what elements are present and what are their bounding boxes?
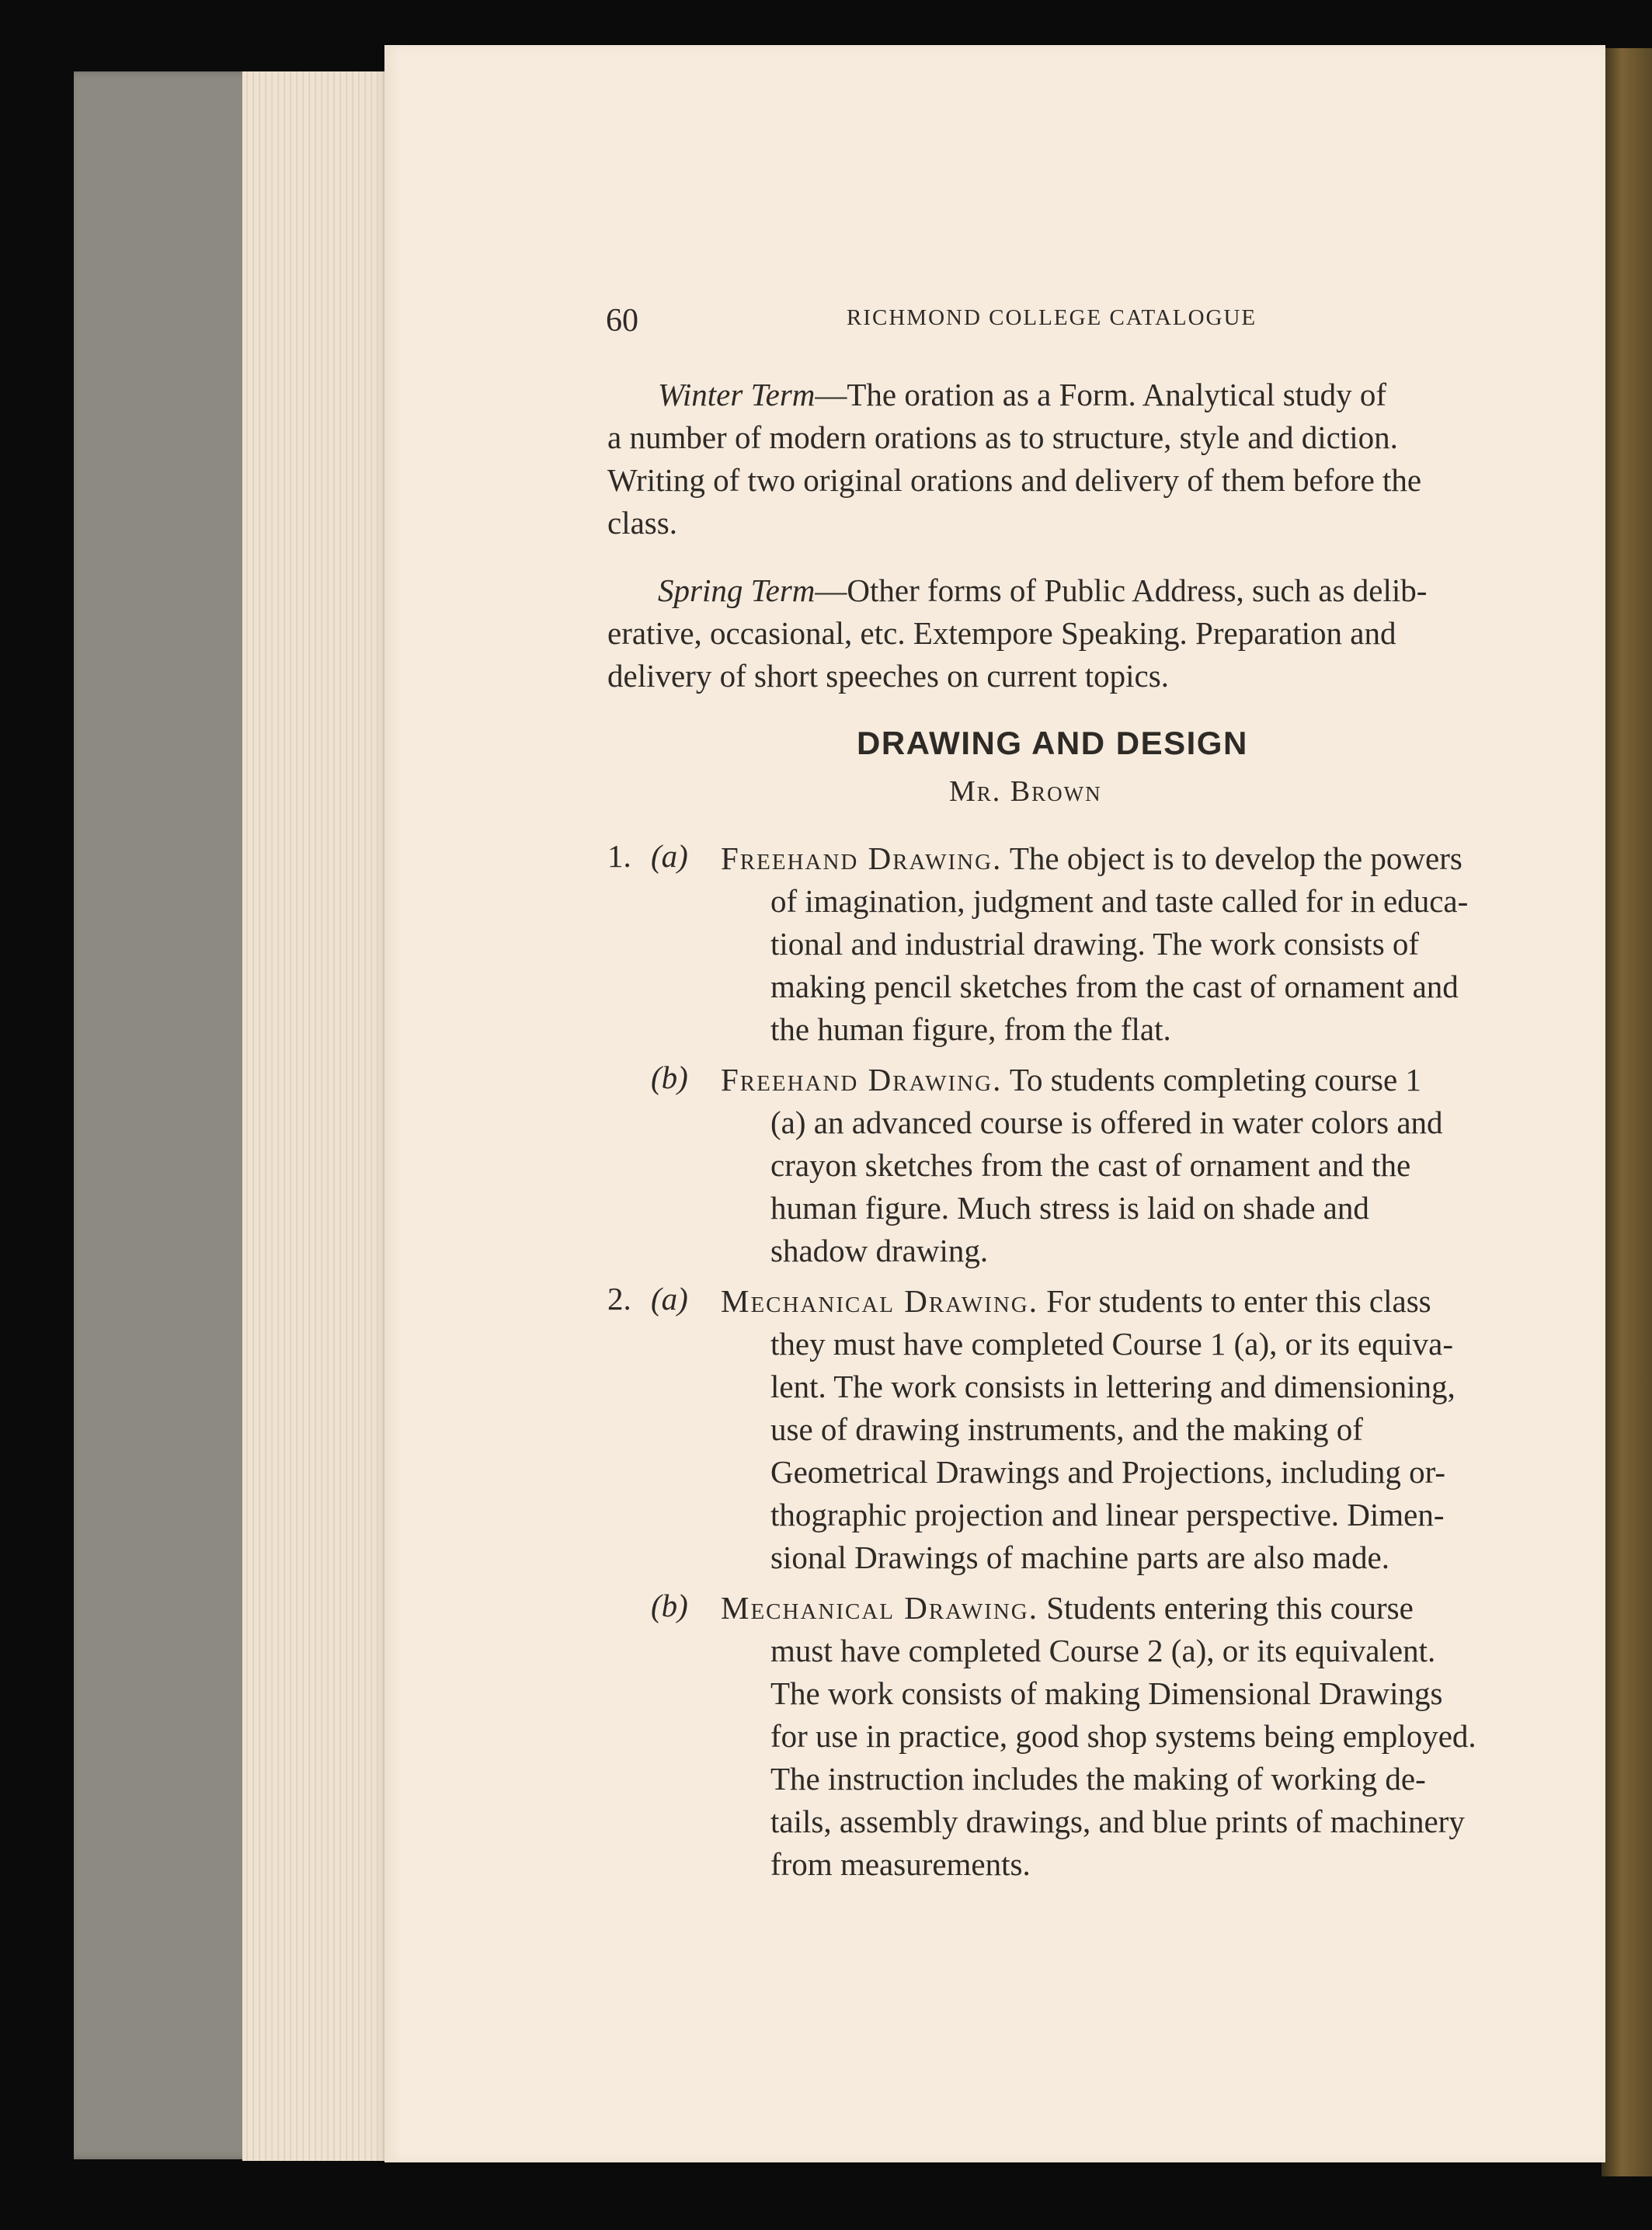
course-line: making pencil sketches from the cast of ornament and [770,969,1459,1004]
paragraph-line: Winter Term—The oration as a Form. Analytical study of [658,377,1386,412]
course-number: 2. [607,1281,631,1317]
paragraph-line: erative, occasional, etc. Extempore Speaking. Preparation and [607,615,1396,651]
paragraph-line: class. [607,505,677,541]
course-number: 1. [607,838,631,874]
instructor-name: Mr. Brown [949,775,1102,808]
course-sub-label: (b) [651,1059,688,1095]
course-line: must have completed Course 2 (a), or its equivalent. [770,1633,1436,1668]
course-line: Freehand Drawing. The object is to develop the powers [721,840,1462,876]
course-line: lent. The work consists in lettering and dimensioning, [770,1369,1455,1404]
course-sub-label: (a) [651,1281,688,1317]
course-line: for use in practice, good shop systems being employed. [770,1718,1476,1754]
course-title: Mechanical Drawing. [721,1590,1038,1626]
paragraph-line: a number of modern orations as to structure, style and diction. [607,419,1398,455]
course-line: tails, assembly drawings, and blue prints of machinery [770,1804,1465,1839]
term-label: Spring Term [658,572,816,608]
course-line: they must have completed Course 1 (a), or its equiva- [770,1326,1453,1362]
paragraph-line: delivery of short speeches on current topics. [607,658,1169,694]
course-line: the human figure, from the flat. [770,1011,1171,1047]
course-title: Mechanical Drawing. [721,1283,1038,1319]
course-line: Freehand Drawing. To students completing course 1 [721,1062,1421,1098]
course-title: Freehand Drawing. [721,1062,1003,1098]
course-line: (a) an advanced course is offered in water colors and [770,1105,1443,1140]
course-line: Mechanical Drawing. For students to enter this class [721,1283,1431,1319]
page-edges [242,71,390,2161]
section-title: DRAWING AND DESIGN [857,725,1248,761]
course-line: human figure. Much stress is laid on shade and [770,1190,1369,1226]
book-back-board [1602,48,1652,2176]
course-line: Geometrical Drawings and Projections, including or- [770,1454,1446,1490]
course-sub-label: (a) [651,838,688,874]
course-line: The instruction includes the making of working de- [770,1761,1426,1797]
course-line: The work consists of making Dimensional Drawings [770,1675,1443,1711]
page-number: 60 [606,303,638,339]
course-line: shadow drawing. [770,1233,989,1268]
course-sub-label: (b) [651,1588,688,1623]
course-line: thographic projection and linear perspective. Dimen- [770,1497,1445,1532]
course-line: tional and industrial drawing. The work consists of [770,926,1420,962]
paragraph-line: Spring Term—Other forms of Public Address, such as delib- [658,572,1428,608]
course-title: Freehand Drawing. [721,840,1003,876]
course-line: use of drawing instruments, and the making of [770,1411,1363,1447]
paragraph-line: Writing of two original orations and delivery of them before the [607,462,1422,498]
course-line: of imagination, judgment and taste called for in educa- [770,883,1469,919]
term-label: Winter Term [658,377,816,412]
book-cover-board [74,71,268,2159]
course-line: Mechanical Drawing. Students entering this course [721,1590,1414,1626]
course-line: from measurements. [770,1846,1031,1882]
course-line: sional Drawings of machine parts are also made. [770,1539,1389,1575]
course-line: crayon sketches from the cast of ornament and the [770,1147,1411,1183]
running-head: RICHMOND COLLEGE CATALOGUE [847,305,1257,330]
